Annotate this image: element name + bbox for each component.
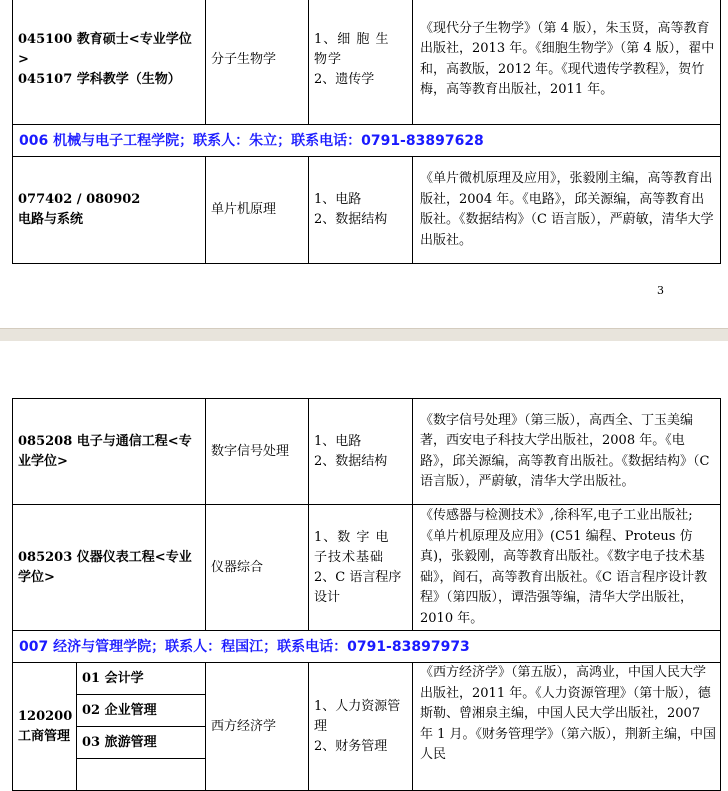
exam-cell [309, 0, 413, 125]
exam-line: 1、电路 [314, 192, 362, 207]
references-cell: 《单片微机原理及应用》，张毅刚主编，高等教育出版社，2004 年。《电路》，邱关源编，高等教育出版社。《数据结构》（C 语言版），严蔚敏，清华大学出版社。 [413, 157, 721, 264]
page-upper [0, 0, 728, 328]
references-cell: 《传感器与检测技术》,徐科军,电子工业出版社;《单片机原理及应用》(C51 编程、Proteus 仿真)，张毅刚，高等教育出版社。《数字电子技术基础》，阎石，高等教育出版社。《C 语言程序设计教程》（第四版），谭浩强等编，清华大学出版社，2010 年。 [413, 505, 721, 631]
table-row [13, 157, 721, 264]
major-cell: 085203 仪器仪表工程<专业学位> [13, 505, 206, 631]
table-row [13, 399, 721, 505]
exam-line: 2、数据结构 [314, 453, 388, 469]
department-header: 007 经济与管理学院；联系人：程国江；联系电话：0791-83897973 [13, 631, 721, 663]
course-cell: 数字信号处理 [206, 399, 309, 505]
course-cell: 分子生物学 [206, 0, 309, 125]
course-cell: 西方经济学 [206, 663, 309, 791]
major-cell: 085208 电子与通信工程<专业学位> [13, 399, 206, 505]
major-cell [13, 157, 206, 264]
department-header: 006 机械与电子工程学院；联系人：朱立；联系电话：0791-83897628 [13, 125, 721, 157]
major-line: 电路与系统 [18, 212, 84, 227]
sub-major-cell: 03 旅游管理 [77, 727, 206, 759]
exam-line: 1、电路 [314, 433, 362, 449]
exam-cell [309, 399, 413, 505]
catalog-table-upper [12, 0, 721, 264]
references-cell: 《西方经济学》（第五版），高鸿业，中国人民大学出版社，2011 年。《人力资源管理》（第十版），德斯勒、曾湘泉主编，中国人民大学出版社，2007 年 1 月。《财务管理学》（第六版），荆新主编，中国人民 [413, 663, 721, 791]
sub-major-cell: 02 企业管理 [77, 695, 206, 727]
department-row [13, 631, 721, 663]
catalog-table-lower [12, 398, 721, 791]
references-cell: 《数字信号处理》（第三版），高西全、丁玉美编著，西安电子科技大学出版社，2008 年。《电路》，邱关源编，高等教育出版社。《数据结构》（C 语言版），严蔚敏，清华大学出版社。 [413, 399, 721, 505]
page-lower [0, 341, 728, 766]
department-row [13, 125, 721, 157]
page-number: 3 [657, 284, 664, 297]
sub-major-cell: 01 会计学 [77, 663, 206, 695]
major-cell: 120200 工商管理 [13, 663, 77, 791]
major-line: 045107 学科教学（生物） [18, 71, 181, 87]
exam-line: 1、细 胞 生 物学 [314, 31, 390, 67]
sub-major-cell [77, 759, 206, 791]
exam-line: 2、数据结构 [314, 212, 388, 227]
course-cell: 仪器综合 [206, 505, 309, 631]
exam-line: 2、财务管理 [314, 738, 388, 754]
exam-line: 1、人力资源管理 [314, 698, 401, 734]
major-line: 077402 / 080902 [18, 192, 141, 207]
table-row [13, 663, 721, 695]
table-row [13, 505, 721, 631]
exam-line: 1、数 字 电 子技术基础 [314, 529, 390, 565]
major-line: 045100 教育硕士<专业学位> [18, 31, 192, 67]
exam-cell [309, 157, 413, 264]
exam-line: 2、遗传学 [314, 71, 375, 87]
table-row [13, 0, 721, 125]
page-separator [0, 328, 728, 342]
exam-cell [309, 505, 413, 631]
exam-line: 2、C 语言程序设计 [314, 569, 402, 605]
course-cell: 单片机原理 [206, 157, 309, 264]
major-cell [13, 0, 206, 125]
exam-cell [309, 663, 413, 791]
references-cell: 《现代分子生物学》（第 4 版），朱玉贤，高等教育出版社，2013 年。《细胞生物学》（第 4 版），翟中和，高教版，2012 年。《现代遗传学教程》，贺竹梅，高等教育出版社，2011 年。 [413, 0, 721, 125]
